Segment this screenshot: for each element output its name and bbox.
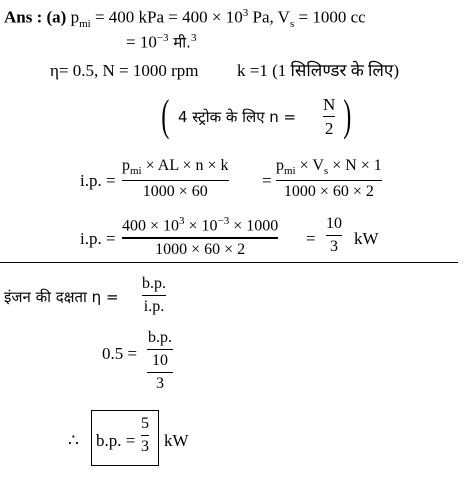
given-line-1: Ans : (a) $p_{mi} = 400$ kPa = $400 \times 10^3$ Pa, $V_s = 1000$ cc <box>4 7 366 31</box>
result-label: b.p. = <box>96 431 136 450</box>
eta-value: 0.5 = <box>102 344 138 363</box>
therefore-symbol: ∴ <box>68 431 79 450</box>
ip-result-fraction: 10 3 <box>326 215 342 256</box>
given-line-3: η= 0.5, N = 1000 rpm <box>50 61 199 80</box>
eta-fraction: b.p. 10 3 <box>148 329 172 393</box>
stroke-text: 4 स्ट्रोक के लिए n = <box>178 108 297 126</box>
n-fraction: N 2 <box>323 95 336 139</box>
result-fraction: 5 3 <box>141 415 149 456</box>
k-value: k =1 (1 सिलिण्डर के लिए) <box>237 61 399 80</box>
right-paren: ) <box>343 91 352 140</box>
volume-line: = $10^{-3}$ मी.$^3$ <box>126 32 197 52</box>
left-paren: ( <box>161 91 170 140</box>
result-unit: kW <box>164 431 189 450</box>
divider <box>0 262 458 263</box>
efficiency-fraction: b.p. i.p. <box>142 275 166 316</box>
ip-label: i.p. = <box>80 171 116 190</box>
ip-fraction-2: $p_{mi} \times V_s \times N \times 1$ 1000 × 60 × 2 <box>276 157 382 201</box>
ip-fraction-1: $p_{mi}$ × AL × n × k 1000 × 60 <box>122 157 229 201</box>
ip-calc-label: i.p. = <box>80 229 116 248</box>
efficiency-label: इंजन की दक्षता η = <box>4 288 119 306</box>
ip-unit: kW <box>354 229 379 248</box>
ip-calc-fraction: $400 \times 10^3 \times 10^{-3} \times 1000$ 1000 × 60 × 2 <box>122 215 279 258</box>
answer-label: Ans : (a) <box>4 7 67 27</box>
